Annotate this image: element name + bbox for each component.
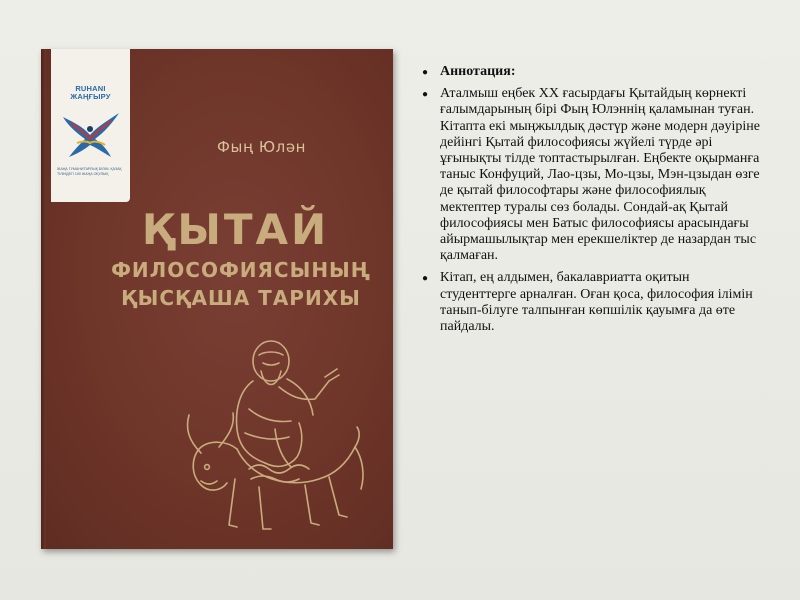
book-title-sub-line-1: ФИЛОСОФИЯСЫНЫҢ (111, 258, 371, 282)
logo-caption: ЖАҢА ГУМАНИТАРЛЫҚ БІЛІМ. ҚАЗАҚ ТІЛІНДЕГІ 100 ЖАҢА ОҚУЛЫҚ (57, 167, 122, 176)
bullet-icon: ● (422, 273, 429, 285)
annotation-paragraph-2: Кітап, ең алдымен, бакалавриатта оқитын студенттерге арналған. Оған қоса, философия ілімін танып-білуге талпынған көпшілік қауымға да өте пайдалы. (440, 270, 753, 335)
sage-riding-ox-illustration (179, 329, 369, 544)
book-author: Фың Юлән (217, 138, 307, 156)
logo-line-2: ЖАҢҒЫРУ (70, 92, 111, 101)
book-title-main: ҚЫТАЙ (141, 205, 330, 254)
bullet-icon: ● (422, 89, 429, 101)
logo-text (57, 85, 124, 101)
annotation-paragraph-1-item (420, 86, 764, 264)
annotation-panel (420, 64, 764, 341)
cover-spine-edge (41, 49, 46, 549)
book-title-sub (111, 256, 371, 312)
annotation-heading-item (420, 64, 764, 80)
book-title-sub-line-2: ҚЫСҚАША ТАРИХЫ (121, 286, 361, 310)
ruhani-zhangyru-logo-panel (51, 49, 130, 202)
annotation-heading: Аннотация: (440, 64, 516, 79)
bullet-icon: ● (422, 67, 429, 78)
annotation-paragraph-1: Аталмыш еңбек XX ғасырдағы Қытайдың көрнекті ғалымдарының бірі Фың Юлэннің қаламынан туған. Кітапта екі мыңжылдық дәстүр және модерн дәуіріне дейінгі Қытай философиясы жүйелі түрде әрі ұғынықты тілде топтастырылған. Еңбекте оқырманға таныс Конфуций, Лао-цзы, Мо-цзы, Мэн-цзыдан өзге де қытай философтары және философиялық мектептер туралы сөз болады. Сондай-ақ Қытай философиясы мен Батыс философиясы арасындағы айырмашылықтар мен ерекшеліктер де назардан тыс қалмаған. (440, 86, 760, 264)
logo-line-1: RUHANI (75, 84, 106, 93)
book-cover (41, 49, 393, 549)
eagle-logo-icon (57, 103, 123, 163)
annotation-paragraph-2-item (420, 270, 764, 335)
